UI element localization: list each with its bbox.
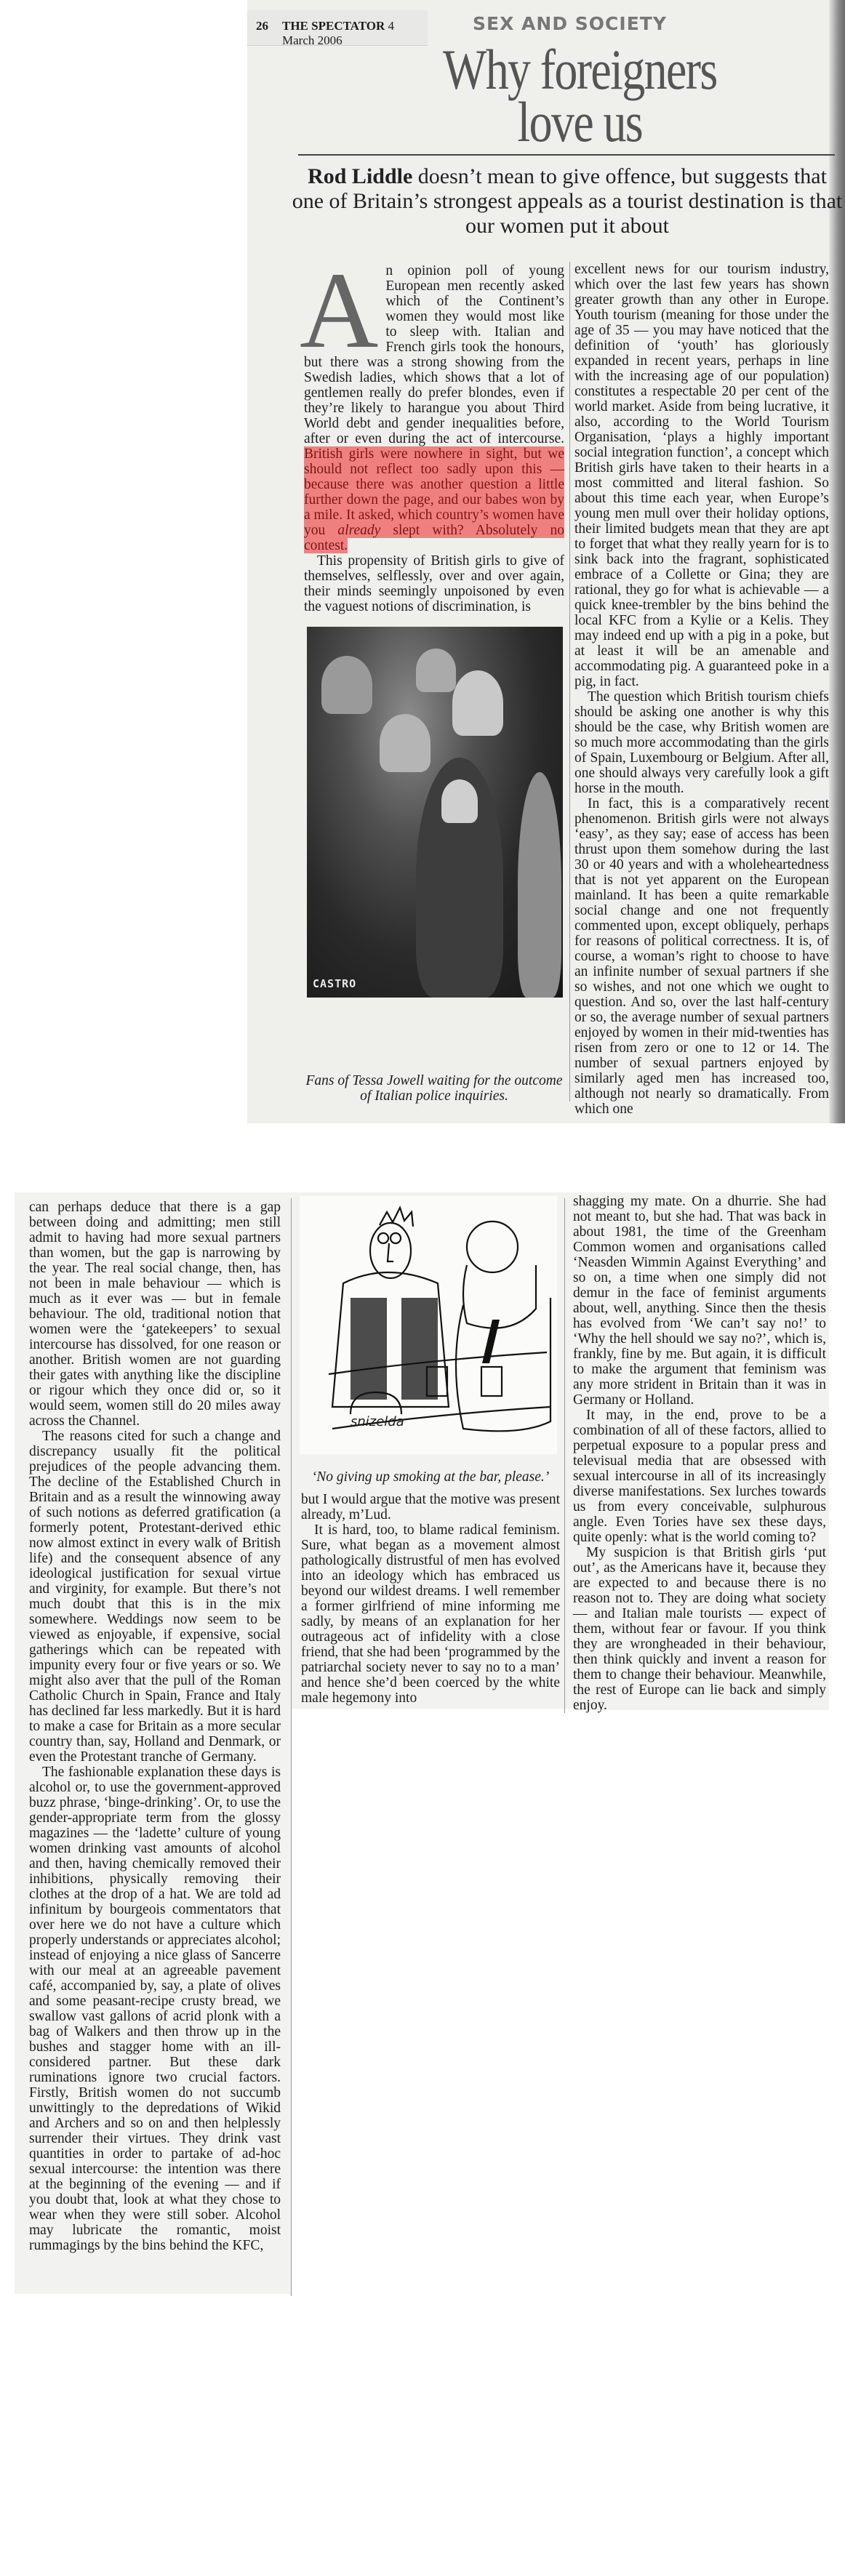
paragraph: The reasons cited for such a change and discrepancy usually fit the political prejudices of the people advancing them. The decline of the Established Church in Britain and as a result the winnowing away of such notions as deferred gratification (a formerly potent, Protestant-derived ethic now almost extinct in every walk of British life) and the consequent absence of any ideological justification for sexual virtue and virginity, for example. But there’s not much doubt that this is in the mix somewhere. Weddings now seem to be viewed as enjoyable, if expensive, social gatherings which can be repeated with impunity every four or five years or so. We might also aver that the pull of the Roman Catholic Church in Spain, France and Italy has declined far less markedly. But it is hard to make a case for Britain as a more secular country than, say, Holland and Denmark, or even the Protestant tranche of Germany. (29, 1429, 281, 1765)
paragraph: My suspicion is that British girls ‘put out’, as the Americans have it, because they are expected to and because there is no reason not to. They are doing what society — and Italian male tourists — expect of them, without fear or favour. If you think they are wrongheaded in their behaviour, then think quickly and invent a reason for them to change their behaviour. Meanwhile, the rest of Europe can lie back and simply enjoy. (573, 1545, 826, 1713)
issue-date: 4 March 2006 (282, 19, 394, 47)
headline-rule (298, 154, 835, 156)
cartoon-illustration (300, 1196, 557, 1454)
column-divider (569, 262, 570, 1102)
article-column-2 (574, 262, 829, 1117)
author-name: Rod Liddle (308, 164, 413, 188)
headline-line-2: love us (517, 90, 643, 153)
paragraph: The fashionable explanation these days is alcohol or, to use the government-approved buzz phrase, ‘binge-drinking’. Or, to use the gender-appropriate term from the glossy magazines — the ‘ladette’ culture of young women drinking vast amounts of alcohol and then, having chemically removed their inhibitions, physically removing their clothes at the drop of a hat. We are told ad infinitum by bourgeois commentators that over here we do not have a culture which properly understands or appreciates alcohol; instead of enjoying a nice glass of Sancerre with our meal at an agreeable pavement café, accompanied by, say, a plate of olives and some peasant-recipe crusty bread, we swallow vast gallons of acrid plonk with a bag of Walkers and then throw up in the bushes and stagger home with an ill-considered partner. But these dark ruminations ignore two crucial factors. Firstly, British women do not succumb unwittingly to the depredations of Wikid and Archers and so on and then helplessly surrender their virtues. They drink vast quantities in order to partake of ad-hoc sexual intercourse: the intention was there at the beginning of the evening — and if you doubt that, look at what they chose to wear when they were still sober. Alcohol may lubricate the romantic, moist rummagings by the bins behind the KFC, (29, 1765, 281, 2253)
paragraph: shagging my mate. On a dhurrie. She had not meant to, but she had. That was back in about 1981, the time of the Greenham Common women and organisations called ‘Neasden Wimmin Against Everything’ and so on, a time when one simply did not demur in the face of feminist arguments about, well, anything. Since then the thesis has evolved from ‘We can’t say no!’ to ‘Why the hell should we say no?’, which is, frankly, fine by me. But again, it is difficult to make the argument that feminism was any more strident in Britain than it was in Germany or Holland. (573, 1194, 826, 1408)
blank-area (291, 1709, 574, 2294)
article-column-3 (29, 1200, 281, 2253)
cartoon-caption: ‘No giving up smoking at the bar, please.’ (311, 1469, 550, 1485)
paragraph: but I would argue that the motive was present already, m’Lud. (301, 1492, 560, 1522)
paragraph: excellent news for our tourism industry, which over the last few years has shown greater growth than any other in Europe. Youth tourism (meaning for those under the age of 35 — you may have noticed that the definition of ‘youth’ has gloriously expanded in recent years, perhaps in line with the increasing age of our population) constitutes a respectable 20 per cent of the world market. Aside from being lucrative, it also, according to the World Tourism Organisation, ‘plays a highly important social integration function’, a concept which British girls have taken to their hearts in a most committed and literal fashion. So about this time each year, when Europe’s young men mull over their holiday options, their limited budgets mean that they are apt to forget that what they really yearn for is to sink back into the fragrant, sophisticated embrace of a Collette or Gina; they are rational, they go for what is achievable — a quick knee-trembler by the bins behind the local KFC from a Kylie or a Kelis. They may indeed end up with a pig in a poke, but at least it will be an amenable and accommodating pig. A guaranteed poke in a pig, in fact. (574, 262, 829, 689)
photo-caption: Fans of Tessa Jowell waiting for the outcome of Italian police inquiries. (305, 1073, 563, 1104)
paragraph: It may, in the end, prove to be a combination of all of these factors, allied to perpetual exposure to a popular press and televisual media that are obsessed with sexual intercourse in all of its increasingly diverse manifestations. Sex lurches towards us from every conceivable, sulphurous angle. Even Tories have sex these days, quite openly: what is the world coming to? (573, 1408, 826, 1545)
column-divider (291, 1198, 292, 2296)
article-column-4 (301, 1492, 560, 1706)
headline (365, 38, 794, 153)
drop-cap: A (300, 250, 379, 371)
paragraph: In fact, this is a comparatively recent phenomenon. British girls were not always ‘easy’, as they say; ease of access has been thrust upon them somehow during the last 30 or 40 years and with a wholeheartedness that is not yet apparent on the European mainland. It has been a quite remarkable social change and one not frequently commented upon, except obliquely, perhaps for reasons of political correctness. It is, of course, a woman’s right to choose to have an infinite number of sexual partners if she so wishes, and not one which we ought to question. And so, over the last half-century or so, the average number of sexual partners enjoyed by women in their mid-twenties has risen from zero or one to 12 or 14. The number of sexual partners enjoyed by similarly aged men has increased too, although not nearly so dramatically. From which one (574, 796, 829, 1117)
publication-name: THE SPECTATOR (282, 19, 385, 33)
photo-credit: CASTRO (313, 977, 357, 990)
highlighted-passage[interactable]: British girls were nowhere in sight, but we should not reflect too sadly upon this — because there was another question a little further down the page, and our babes won by a mile. It asked, which country’s women have you already slept with? Absolutely no contest. (304, 446, 565, 553)
paragraph: It is hard, too, to blame radical feminism. Sure, what began as a movement almost pathologically distrustful of men has evolved into an ideology which has embraced us beyond our wildest dreams. I well remember a former girlfriend of mine informing me sadly, by means of an explanation for her outrageous act of infidelity with a close friend, that she had been ‘programmed by the patriarchal society never to say no to a man’ and hence she’d been coerced by the white male hegemony into (301, 1522, 560, 1706)
paragraph: The question which British tourism chiefs should be asking one another is why this should be the case, why British women are so much more accommodating than the girls of Spain, Luxembourg or Belgium. After all, one should always very carefully look a gift horse in the mouth. (574, 689, 829, 796)
paragraph: can perhaps deduce that there is a gap between doing and admitting; men still admit to having had more sexual partners than women, but the gap is narrowing by the year. The real social change, then, has not been in male behaviour — which is much as it ever was — but in female behaviour. The old, traditional notion that women were the ‘gatekeepers’ to sexual intercourse has dissolved, for one reason or another. British women are not guarding their gates with anything like the discipline or rigour which they once did or, so it would seem, women still do 20 miles away across the Channel. (29, 1200, 281, 1429)
opening-paragraph: An opinion poll of young European men recently asked which of the Continent’s women they would most like to sleep with. Italian and French girls took the honours, but there was a strong showing from the Swedish ladies, which shows that a lot of gentlemen really do prefer blondes, even if they’re likely to harangue you about Third World debt and gender inequalities before, after or even during the act of intercourse. British girls were nowhere in sight, but we should not reflect too sadly upon this — because there was another question a little further down the page, and our babes won by a mile. It asked, which country’s women have you already slept with? Absolutely no contest. (300, 250, 565, 553)
standfirst-text: doesn’t mean to give offence, but suggests that one of Britain’s strongest appeals as a tourist destination is that our women put it about (292, 164, 843, 238)
page-number: 26 (256, 19, 268, 33)
running-head (247, 10, 428, 46)
photo-crowd-of-women (307, 627, 563, 998)
cartoonist-signature: snizelda (351, 1414, 404, 1429)
article-column-1 (300, 250, 565, 614)
article-column-5 (573, 1194, 826, 1713)
column-divider (564, 1198, 565, 1713)
paragraph: This propensity of British girls to give of themselves, selflessly, over and over again, their minds seemingly unpoisoned by even the vaguest notions of discrimination, is (304, 553, 564, 614)
cartoon-bar-scene-icon (300, 1196, 557, 1454)
standfirst (291, 164, 844, 238)
section-label: SEX AND SOCIETY (473, 13, 667, 34)
blank-area (567, 1710, 845, 2294)
headline-line-1: Why foreigners (442, 38, 717, 101)
